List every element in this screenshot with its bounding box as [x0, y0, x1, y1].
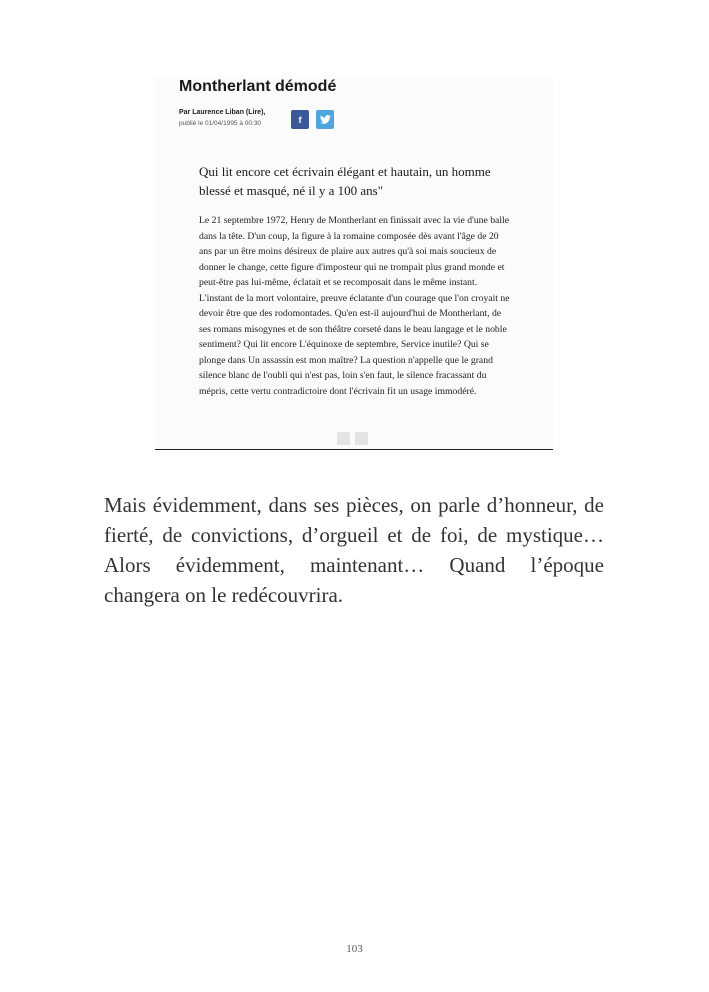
facebook-icon: f: [298, 114, 302, 125]
article-byline: Par Laurence Liban (Lire),: [179, 109, 266, 116]
body-paragraph: Mais évidemment, dans ses pièces, on parle d’honneur, de fierté, de convictions, d’orgueil et de foi, de mystique… Alors évidemment, maintenant… Quand l’époque changera on le redécouvrira.: [104, 493, 604, 607]
scroll-indicator: [337, 432, 368, 445]
article-lead: Qui lit encore cet écrivain élégant et hautain, un homme blessé et masqué, né il y a 100 ans": [199, 164, 491, 198]
twitter-icon: [320, 115, 331, 124]
article-date: publié le 01/04/1995 à 00:30: [179, 120, 262, 127]
article-body: Le 21 septembre 1972, Henry de Montherlant en finissait avec la vie d'une balle dans la tête. D'un coup, la figure à la romaine composée dès avant l'âge de 20 ans par un être moins désireux de plaire aux autres qu'à soi mais soucieux de donner le change, cette figure d'imposteur qui ne trompait plus grand monde et peut-être pas lui-même, éclatait et se recomposait dans le même instant. L'instant de la mort volontaire, preuve éclatante d'un courage que l'on croyait ne devoir être que des rodomontades. Qu'en est-il aujourd'hui de Montherlant, de ses romans misogynes et de son théâtre corseté dans le beau langage et le noble sentiment? Qui lit encore L'équinoxe de septembre, Service inutile? Qui se plonge dans Un assassin est mon maître? La question n'appelle que le grand silence blanc de l'oubli qui n'est pas, loin s'en faut, le silence fracassant du mépris, cette vertu contradictoire dont l'écrivain fit un usage immodéré.: [199, 215, 510, 397]
twitter-share-button[interactable]: [316, 110, 334, 129]
page-number: 103: [346, 943, 363, 955]
article-clipping: [155, 78, 553, 450]
facebook-share-button[interactable]: [291, 110, 309, 129]
article-title: Montherlant démodé: [179, 78, 337, 95]
